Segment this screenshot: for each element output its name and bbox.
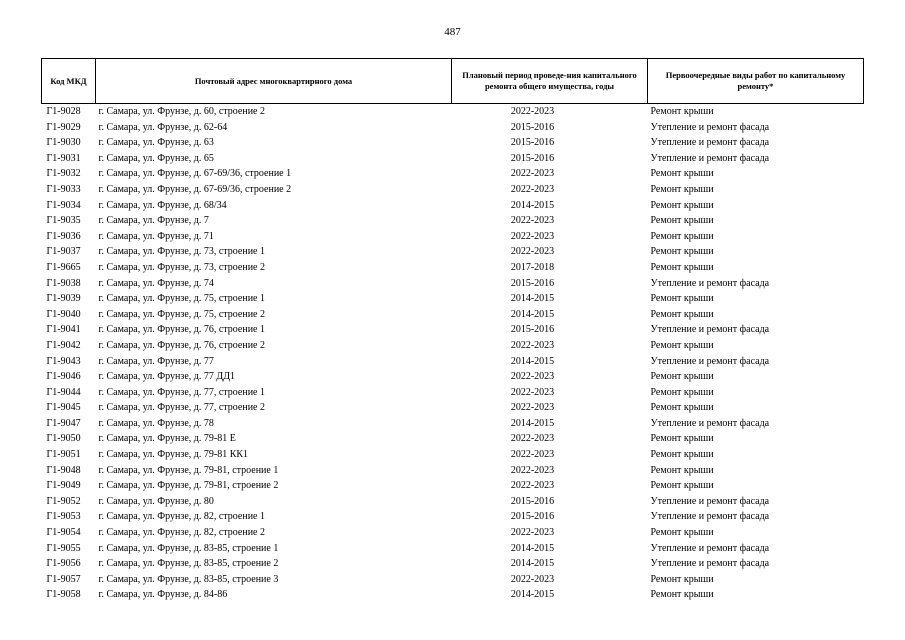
cell-works: Ремонт крыши bbox=[650, 199, 714, 211]
header-period: Плановый период проведе-ния капитального ремонта общего имущества, годы bbox=[452, 59, 648, 104]
cell-code: Г1-9048 bbox=[46, 464, 81, 476]
table-row bbox=[42, 463, 864, 479]
cell-period: 2022-2023 bbox=[510, 464, 555, 476]
cell-address: г. Самара, ул. Фрунзе, д. 62-64 bbox=[98, 121, 228, 133]
cell-address: г. Самара, ул. Фрунзе, д. 77 bbox=[98, 355, 214, 367]
cell-works: Ремонт крыши bbox=[650, 308, 714, 320]
cell-works: Ремонт крыши bbox=[650, 230, 714, 242]
cell-code: Г1-9044 bbox=[46, 386, 81, 398]
table-row bbox=[42, 525, 864, 541]
cell-address: г. Самара, ул. Фрунзе, д. 82, строение 1 bbox=[98, 511, 265, 523]
table-row bbox=[42, 276, 864, 292]
cell-works: Утепление и ремонт фасада bbox=[650, 511, 770, 523]
cell-code: Г1-9030 bbox=[46, 137, 81, 149]
table-row bbox=[42, 244, 864, 260]
header-works: Первоочередные виды работ по капитальному ремонту* bbox=[648, 59, 864, 104]
cell-period: 2015-2016 bbox=[510, 152, 555, 164]
cell-period: 2022-2023 bbox=[510, 402, 555, 414]
cell-works: Ремонт крыши bbox=[650, 527, 714, 539]
cell-works: Ремонт крыши bbox=[650, 371, 714, 383]
cell-address: г. Самара, ул. Фрунзе, д. 77, строение 1 bbox=[98, 386, 265, 398]
cell-address: г. Самара, ул. Фрунзе, д. 73, строение 2 bbox=[98, 261, 265, 273]
cell-period: 2015-2016 bbox=[510, 137, 555, 149]
cell-works: Утепление и ремонт фасада bbox=[650, 355, 770, 367]
cell-period: 2014-2015 bbox=[510, 355, 555, 367]
cell-period: 2015-2016 bbox=[510, 121, 555, 133]
cell-works: Ремонт крыши bbox=[650, 261, 714, 273]
cell-code: Г1-9050 bbox=[46, 433, 81, 445]
cell-works: Ремонт крыши bbox=[650, 293, 714, 305]
cell-address: г. Самара, ул. Фрунзе, д. 78 bbox=[98, 417, 214, 429]
cell-period: 2014-2015 bbox=[510, 558, 555, 570]
cell-period: 2022-2023 bbox=[510, 449, 555, 461]
cell-code: Г1-9036 bbox=[46, 230, 81, 242]
cell-works: Утепление и ремонт фасада bbox=[650, 542, 770, 554]
table-row bbox=[42, 572, 864, 588]
table-body bbox=[42, 104, 864, 604]
cell-works: Ремонт крыши bbox=[650, 449, 714, 461]
table-row bbox=[42, 229, 864, 245]
table-row bbox=[42, 166, 864, 182]
table-row bbox=[42, 385, 864, 401]
cell-code: Г1-9029 bbox=[46, 121, 81, 133]
table-row bbox=[42, 338, 864, 354]
cell-address: г. Самара, ул. Фрунзе, д. 75, строение 1 bbox=[98, 293, 265, 305]
table-row bbox=[42, 494, 864, 510]
cell-period: 2017-2018 bbox=[510, 261, 555, 273]
table-row bbox=[42, 291, 864, 307]
table-row bbox=[42, 198, 864, 214]
table-row bbox=[42, 354, 864, 370]
table-row bbox=[42, 104, 864, 120]
cell-address: г. Самара, ул. Фрунзе, д. 68/34 bbox=[98, 199, 227, 211]
cell-code: Г1-9054 bbox=[46, 527, 81, 539]
cell-address: г. Самара, ул. Фрунзе, д. 75, строение 2 bbox=[98, 308, 265, 320]
header-address: Почтовый адрес многоквартирного дома bbox=[96, 59, 452, 104]
table-row bbox=[42, 151, 864, 167]
cell-code: Г1-9033 bbox=[46, 183, 81, 195]
table-row bbox=[42, 322, 864, 338]
cell-works: Утепление и ремонт фасада bbox=[650, 417, 770, 429]
cell-address: г. Самара, ул. Фрунзе, д. 76, строение 1 bbox=[98, 324, 265, 336]
table-row bbox=[42, 587, 864, 603]
page-number: 487 bbox=[444, 26, 461, 38]
cell-address: г. Самара, ул. Фрунзе, д. 77 ДД1 bbox=[98, 371, 236, 383]
table-row bbox=[42, 400, 864, 416]
cell-period: 2014-2015 bbox=[510, 308, 555, 320]
cell-period: 2022-2023 bbox=[510, 168, 555, 180]
cell-period: 2022-2023 bbox=[510, 106, 555, 117]
table-header-row bbox=[42, 59, 864, 104]
table-row bbox=[42, 416, 864, 432]
cell-address: г. Самара, ул. Фрунзе, д. 7 bbox=[98, 215, 209, 227]
cell-address: г. Самара, ул. Фрунзе, д. 67-69/36, строение 2 bbox=[98, 183, 292, 195]
cell-period: 2014-2015 bbox=[510, 199, 555, 211]
cell-code: Г1-9665 bbox=[46, 261, 81, 273]
cell-address: г. Самара, ул. Фрунзе, д. 71 bbox=[98, 230, 214, 242]
cell-period: 2022-2023 bbox=[510, 371, 555, 383]
cell-code: Г1-9035 bbox=[46, 215, 81, 227]
cell-address: г. Самара, ул. Фрунзе, д. 60, строение 2 bbox=[98, 106, 265, 117]
table-row bbox=[42, 478, 864, 494]
cell-period: 2022-2023 bbox=[510, 183, 555, 195]
cell-code: Г1-9047 bbox=[46, 417, 81, 429]
cell-address: г. Самара, ул. Фрунзе, д. 74 bbox=[98, 277, 214, 289]
cell-address: г. Самара, ул. Фрунзе, д. 67-69/36, строение 1 bbox=[98, 168, 292, 180]
table-row bbox=[42, 509, 864, 525]
cell-code: Г1-9037 bbox=[46, 246, 81, 258]
table-row bbox=[42, 556, 864, 572]
table-row bbox=[42, 369, 864, 385]
cell-code: Г1-9028 bbox=[46, 106, 81, 117]
cell-works: Ремонт крыши bbox=[650, 168, 714, 180]
cell-code: Г1-9051 bbox=[46, 449, 81, 461]
cell-code: Г1-9041 bbox=[46, 324, 81, 336]
header-code: Код МКД bbox=[42, 59, 96, 104]
cell-address: г. Самара, ул. Фрунзе, д. 83-85, строение 2 bbox=[98, 558, 279, 570]
cell-works: Ремонт крыши bbox=[650, 480, 714, 492]
cell-code: Г1-9053 bbox=[46, 511, 81, 523]
cell-address: г. Самара, ул. Фрунзе, д. 80 bbox=[98, 495, 214, 507]
cell-period: 2014-2015 bbox=[510, 293, 555, 305]
cell-period: 2022-2023 bbox=[510, 386, 555, 398]
cell-works: Утепление и ремонт фасада bbox=[650, 277, 770, 289]
cell-code: Г1-9046 bbox=[46, 371, 81, 383]
cell-works: Ремонт крыши bbox=[650, 433, 714, 445]
cell-works: Утепление и ремонт фасада bbox=[650, 121, 770, 133]
cell-period: 2014-2015 bbox=[510, 417, 555, 429]
cell-works: Ремонт крыши bbox=[650, 339, 714, 351]
cell-period: 2022-2023 bbox=[510, 246, 555, 258]
cell-address: г. Самара, ул. Фрунзе, д. 63 bbox=[98, 137, 214, 149]
cell-works: Ремонт крыши bbox=[650, 402, 714, 414]
cell-period: 2014-2015 bbox=[510, 542, 555, 554]
cell-address: г. Самара, ул. Фрунзе, д. 83-85, строение 3 bbox=[98, 573, 279, 585]
cell-works: Ремонт крыши bbox=[650, 386, 714, 398]
cell-code: Г1-9056 bbox=[46, 558, 81, 570]
cell-works: Ремонт крыши bbox=[650, 589, 714, 601]
table-row bbox=[42, 307, 864, 323]
table-row bbox=[42, 182, 864, 198]
cell-period: 2022-2023 bbox=[510, 230, 555, 242]
cell-period: 2015-2016 bbox=[510, 324, 555, 336]
table-row bbox=[42, 541, 864, 557]
cell-works: Ремонт крыши bbox=[650, 106, 714, 117]
cell-address: г. Самара, ул. Фрунзе, д. 82, строение 2 bbox=[98, 527, 265, 539]
table-row bbox=[42, 260, 864, 276]
cell-works: Утепление и ремонт фасада bbox=[650, 495, 770, 507]
table-row bbox=[42, 135, 864, 151]
cell-works: Ремонт крыши bbox=[650, 464, 714, 476]
cell-code: Г1-9039 bbox=[46, 293, 81, 305]
cell-code: Г1-9034 bbox=[46, 199, 81, 211]
cell-code: Г1-9055 bbox=[46, 542, 81, 554]
cell-period: 2022-2023 bbox=[510, 527, 555, 539]
cell-period: 2022-2023 bbox=[510, 433, 555, 445]
capital-repair-table bbox=[41, 58, 864, 603]
cell-works: Утепление и ремонт фасада bbox=[650, 137, 770, 149]
cell-code: Г1-9038 bbox=[46, 277, 81, 289]
cell-works: Ремонт крыши bbox=[650, 215, 714, 227]
cell-code: Г1-9032 bbox=[46, 168, 81, 180]
cell-period: 2022-2023 bbox=[510, 573, 555, 585]
cell-period: 2015-2016 bbox=[510, 277, 555, 289]
cell-code: Г1-9031 bbox=[46, 152, 81, 164]
cell-period: 2022-2023 bbox=[510, 480, 555, 492]
cell-period: 2015-2016 bbox=[510, 511, 555, 523]
cell-address: г. Самара, ул. Фрунзе, д. 65 bbox=[98, 152, 214, 164]
cell-code: Г1-9045 bbox=[46, 402, 81, 414]
cell-address: г. Самара, ул. Фрунзе, д. 77, строение 2 bbox=[98, 402, 265, 414]
cell-period: 2014-2015 bbox=[510, 589, 555, 601]
table-row bbox=[42, 120, 864, 136]
cell-address: г. Самара, ул. Фрунзе, д. 83-85, строение 1 bbox=[98, 542, 279, 554]
cell-works: Ремонт крыши bbox=[650, 183, 714, 195]
cell-code: Г1-9058 bbox=[46, 589, 81, 601]
cell-address: г. Самара, ул. Фрунзе, д. 79-81 КК1 bbox=[98, 449, 249, 461]
cell-address: г. Самара, ул. Фрунзе, д. 76, строение 2 bbox=[98, 339, 265, 351]
cell-address: г. Самара, ул. Фрунзе, д. 79-81 Е bbox=[98, 433, 236, 445]
cell-address: г. Самара, ул. Фрунзе, д. 84-86 bbox=[98, 589, 228, 601]
cell-code: Г1-9040 bbox=[46, 308, 81, 320]
cell-address: г. Самара, ул. Фрунзе, д. 79-81, строение 2 bbox=[98, 480, 279, 492]
cell-works: Утепление и ремонт фасада bbox=[650, 558, 770, 570]
cell-code: Г1-9057 bbox=[46, 573, 81, 585]
cell-works: Утепление и ремонт фасада bbox=[650, 152, 770, 164]
table-row bbox=[42, 447, 864, 463]
cell-works: Ремонт крыши bbox=[650, 573, 714, 585]
cell-address: г. Самара, ул. Фрунзе, д. 79-81, строение 1 bbox=[98, 464, 279, 476]
cell-works: Утепление и ремонт фасада bbox=[650, 324, 770, 336]
cell-address: г. Самара, ул. Фрунзе, д. 73, строение 1 bbox=[98, 246, 265, 258]
cell-code: Г1-9052 bbox=[46, 495, 81, 507]
cell-period: 2015-2016 bbox=[510, 495, 555, 507]
cell-code: Г1-9049 bbox=[46, 480, 81, 492]
cell-works: Ремонт крыши bbox=[650, 246, 714, 258]
cell-code: Г1-9042 bbox=[46, 339, 81, 351]
cell-period: 2022-2023 bbox=[510, 339, 555, 351]
cell-code: Г1-9043 bbox=[46, 355, 81, 367]
cell-period: 2022-2023 bbox=[510, 215, 555, 227]
table-row bbox=[42, 213, 864, 229]
table-row bbox=[42, 431, 864, 447]
